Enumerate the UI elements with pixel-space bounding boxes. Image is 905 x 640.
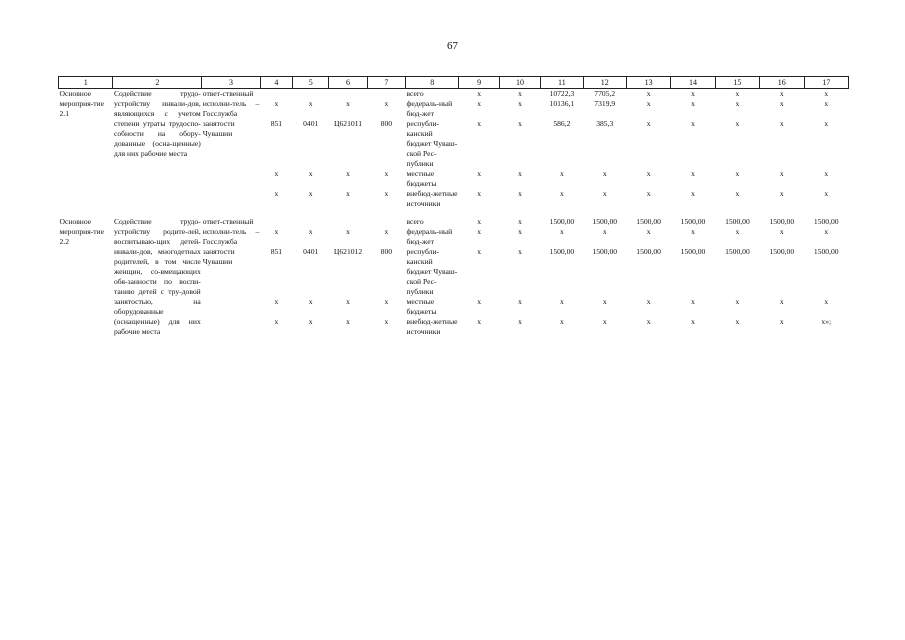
value-cell: x xyxy=(274,189,279,198)
column-header: 3 xyxy=(202,77,261,89)
value-cell xyxy=(260,217,292,227)
value-cell: x xyxy=(518,217,522,226)
value-cell: x xyxy=(779,297,784,306)
value-cell: x»; xyxy=(821,317,832,326)
measure-cell: Основное мероприя-тие 2.1 xyxy=(59,89,104,118)
value-cell: x xyxy=(477,317,482,326)
value-cell: x xyxy=(646,119,651,128)
column-header: 10 xyxy=(499,77,540,89)
value-cell: x xyxy=(346,169,350,178)
value-cell: 1500,00 xyxy=(636,217,661,226)
value-cell: x xyxy=(691,189,695,198)
description-cell: Содействие трудо-устройству родите-лей, воспитываю-щих детей-инвали-дов, многодетных родителей, в том числе женщин, со-вмещающих обя-занности по воспи-танию детей с тру-довой занятостью, на оборудованные (оснащенные) для них рабочие места xyxy=(113,217,201,336)
value-cell: x xyxy=(779,169,784,178)
program-table xyxy=(58,76,849,337)
column-header: 8 xyxy=(406,77,459,89)
value-cell: x xyxy=(559,297,564,306)
value-cell: x xyxy=(646,169,651,178)
value-cell: Ц621011 xyxy=(334,119,363,128)
value-cell xyxy=(293,217,329,227)
value-cell: x xyxy=(346,189,350,198)
value-cell: 1500,00 xyxy=(592,217,618,226)
value-cell xyxy=(367,89,405,100)
value-cell: x xyxy=(518,99,522,108)
value-cell: x xyxy=(824,99,829,108)
value-cell: x xyxy=(477,119,482,128)
value-cell: x xyxy=(559,227,564,236)
funding-source-cell: местные бюджеты xyxy=(406,297,437,316)
value-cell: x xyxy=(308,297,313,306)
value-cell: 1500,00 xyxy=(549,217,575,226)
value-cell: x xyxy=(646,89,651,98)
value-cell: x xyxy=(779,227,784,236)
value-cell: x xyxy=(384,297,389,306)
column-header: 15 xyxy=(715,77,759,89)
value-cell: 1500,00 xyxy=(592,247,618,256)
value-cell: x xyxy=(735,119,740,128)
value-cell xyxy=(329,217,367,227)
value-cell: x xyxy=(824,119,829,128)
value-cell: x xyxy=(477,227,482,236)
value-cell: 851 xyxy=(270,247,283,256)
value-cell: x xyxy=(646,297,651,306)
funding-source-cell: внебюд-жетные источники xyxy=(406,189,458,208)
value-cell: x xyxy=(477,247,482,256)
value-cell: 7319,9 xyxy=(594,99,616,108)
value-cell: x xyxy=(691,89,695,98)
funding-source-cell: федераль-ный бюд-жет xyxy=(406,99,453,118)
value-cell: x xyxy=(646,99,651,108)
value-cell: x xyxy=(274,99,279,108)
value-cell: x xyxy=(602,297,607,306)
column-header: 6 xyxy=(329,77,367,89)
funding-source-cell: всего xyxy=(406,89,424,98)
value-cell: 1500,00 xyxy=(813,247,839,256)
value-cell: 586,2 xyxy=(553,119,571,128)
value-cell: x xyxy=(346,227,350,236)
value-cell: x xyxy=(274,169,279,178)
value-cell: x xyxy=(346,297,350,306)
column-header: 7 xyxy=(367,77,405,89)
table-row xyxy=(59,89,849,100)
executor-cell: ответ-ственный исполни-тель – Госслужба занятости Чувашии xyxy=(202,217,260,266)
value-cell: x xyxy=(346,317,350,326)
column-header: 12 xyxy=(583,77,626,89)
value-cell: x xyxy=(477,297,482,306)
value-cell: x xyxy=(779,317,784,326)
column-header: 16 xyxy=(760,77,804,89)
value-cell: 1500,00 xyxy=(725,217,750,226)
value-cell: x xyxy=(308,317,313,326)
value-cell: 0401 xyxy=(303,119,319,128)
value-cell: 1500,00 xyxy=(549,247,575,256)
value-cell: x xyxy=(518,297,522,306)
value-cell: x xyxy=(518,227,522,236)
value-cell: x xyxy=(308,99,313,108)
value-cell: x xyxy=(274,317,279,326)
value-cell: x xyxy=(691,227,695,236)
value-cell: x xyxy=(559,317,564,326)
value-cell xyxy=(293,89,329,100)
value-cell: x xyxy=(691,99,695,108)
value-cell xyxy=(260,89,292,100)
value-cell: x xyxy=(602,317,607,326)
value-cell: 1500,00 xyxy=(725,247,750,256)
value-cell: x xyxy=(691,317,695,326)
value-cell: 7705,2 xyxy=(594,89,616,98)
value-cell: 10722,3 xyxy=(549,89,575,98)
funding-source-cell: федераль-ный бюд-жет xyxy=(406,227,453,246)
column-header: 9 xyxy=(459,77,499,89)
column-header: 14 xyxy=(671,77,715,89)
value-cell: x xyxy=(691,297,695,306)
value-cell: x xyxy=(602,227,607,236)
value-cell: x xyxy=(691,169,695,178)
value-cell: 1500,00 xyxy=(769,247,795,256)
value-cell: x xyxy=(477,189,482,198)
value-cell: x xyxy=(735,297,740,306)
value-cell: x xyxy=(735,227,740,236)
value-cell: 1500,00 xyxy=(636,247,661,256)
value-cell: x xyxy=(691,119,695,128)
value-cell: 1500,00 xyxy=(769,217,795,226)
executor-cell: ответ-ственный исполни-тель – Госслужба занятости Чувашии xyxy=(202,89,260,138)
value-cell: x xyxy=(308,189,313,198)
value-cell: 851 xyxy=(270,119,283,128)
column-header: 4 xyxy=(260,77,292,89)
value-cell: 0401 xyxy=(303,247,319,256)
value-cell: x xyxy=(518,119,522,128)
value-cell: x xyxy=(824,89,829,98)
value-cell: x xyxy=(824,169,829,178)
value-cell: x xyxy=(779,99,784,108)
value-cell: x xyxy=(384,99,389,108)
value-cell: 800 xyxy=(380,247,393,256)
measure-cell: Основное мероприя-тие 2.2 xyxy=(59,217,104,246)
value-cell: x xyxy=(824,297,829,306)
value-cell: 800 xyxy=(380,119,393,128)
value-cell: x xyxy=(308,227,313,236)
value-cell: x xyxy=(518,317,522,326)
column-header: 5 xyxy=(293,77,329,89)
value-cell: x xyxy=(779,89,784,98)
value-cell: 10136,1 xyxy=(549,99,575,108)
value-cell: x xyxy=(646,317,651,326)
value-cell xyxy=(367,217,405,227)
value-cell: x xyxy=(559,169,564,178)
value-cell: x xyxy=(518,189,522,198)
header-row xyxy=(59,77,849,89)
column-header: 1 xyxy=(59,77,113,89)
value-cell: x xyxy=(824,189,829,198)
value-cell: 385,3 xyxy=(596,119,614,128)
value-cell: 1500,00 xyxy=(813,217,839,226)
value-cell: x xyxy=(602,169,607,178)
value-cell: x xyxy=(779,119,784,128)
value-cell: x xyxy=(602,189,607,198)
value-cell: x xyxy=(518,169,522,178)
value-cell: 1500,00 xyxy=(680,247,706,256)
funding-source-cell: республи-канский бюджет Чуваш-ской Рес-публики xyxy=(406,247,458,296)
value-cell: x xyxy=(308,169,313,178)
value-cell: x xyxy=(518,89,522,98)
value-cell: x xyxy=(779,189,784,198)
value-cell: x xyxy=(646,227,651,236)
value-cell: x xyxy=(559,189,564,198)
value-cell: x xyxy=(824,227,829,236)
value-cell: Ц621012 xyxy=(333,247,363,256)
column-header: 2 xyxy=(113,77,202,89)
value-cell: x xyxy=(735,169,740,178)
value-cell: x xyxy=(384,189,389,198)
value-cell: x xyxy=(384,169,389,178)
value-cell: x xyxy=(735,99,740,108)
value-cell: x xyxy=(477,99,482,108)
value-cell: x xyxy=(274,227,279,236)
value-cell: x xyxy=(735,89,740,98)
funding-source-cell: республи-канский бюджет Чуваш-ской Рес-публики xyxy=(406,119,458,168)
table-row xyxy=(59,217,849,227)
value-cell: x xyxy=(274,297,279,306)
description-cell: Содействие трудо-устройству инвали-дов, являющихся с учетом степени утраты трудоспо-собности на обору-дованные (осна-щенные) для них рабочие места xyxy=(113,89,201,158)
value-cell: 1500,00 xyxy=(680,217,706,226)
value-cell: x xyxy=(477,89,482,98)
value-cell: x xyxy=(477,217,482,226)
value-cell: x xyxy=(346,99,350,108)
funding-source-cell: местные бюджеты xyxy=(406,169,437,188)
funding-source-cell: всего xyxy=(406,217,424,226)
funding-source-cell: внебюд-жетные источники xyxy=(406,317,458,336)
value-cell: x xyxy=(384,227,389,236)
value-cell: x xyxy=(735,189,740,198)
column-header: 11 xyxy=(541,77,583,89)
value-cell: x xyxy=(735,317,740,326)
page-number: 67 xyxy=(447,40,458,52)
value-cell: x xyxy=(477,169,482,178)
value-cell: x xyxy=(518,247,522,256)
value-cell xyxy=(329,89,367,100)
value-cell: x xyxy=(384,317,389,326)
column-header: 13 xyxy=(626,77,670,89)
column-header: 17 xyxy=(804,77,849,89)
value-cell: x xyxy=(646,189,651,198)
